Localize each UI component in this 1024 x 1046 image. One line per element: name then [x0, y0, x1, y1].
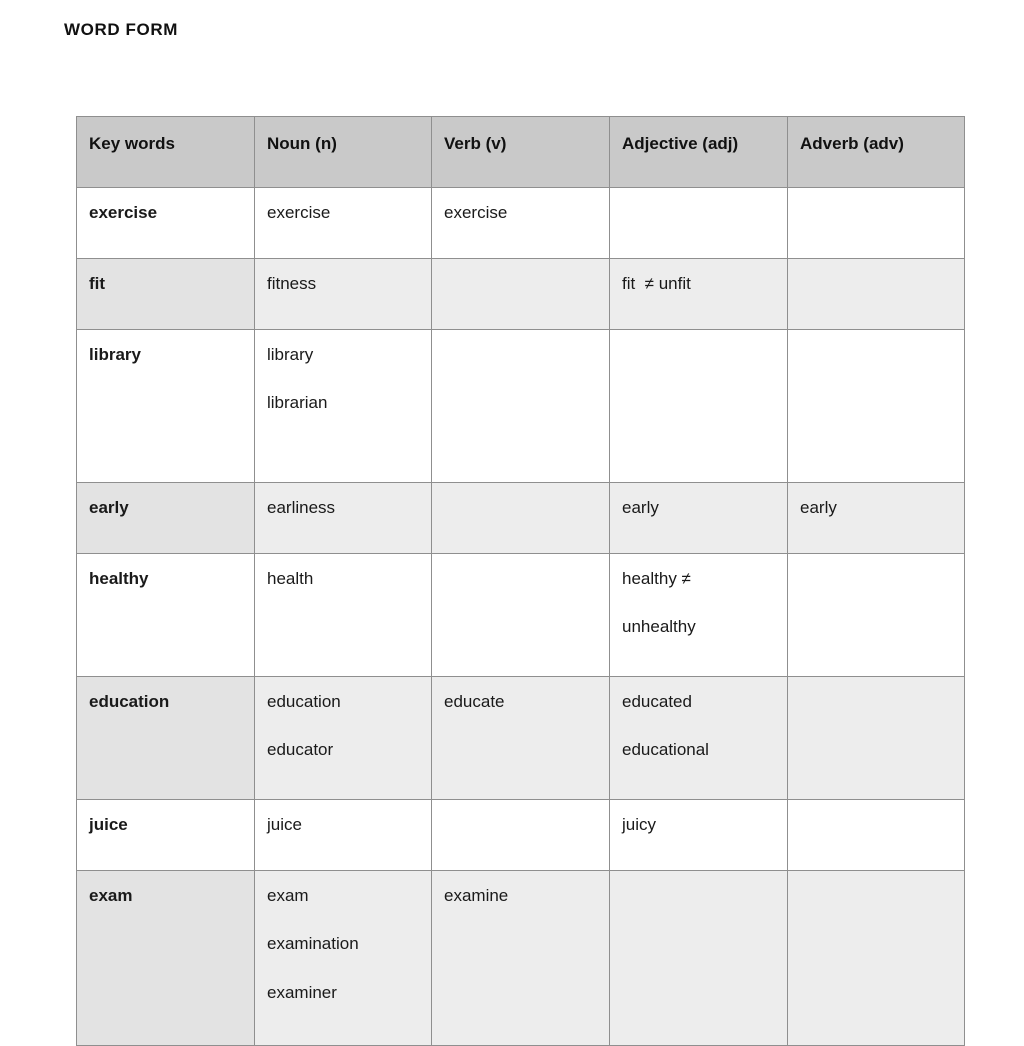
cell-text: educational	[622, 740, 709, 760]
cell-adjective	[610, 259, 788, 330]
cell-text: educator	[267, 740, 334, 760]
cell-noun	[255, 483, 432, 554]
cell-noun	[255, 188, 432, 259]
cell-keyword	[77, 330, 255, 483]
cell-noun	[255, 259, 432, 330]
table-row	[77, 677, 965, 800]
cell-noun	[255, 800, 432, 871]
cell-noun	[255, 330, 432, 483]
cell-text: education	[267, 692, 341, 711]
table-row	[77, 188, 965, 259]
cell-adverb	[788, 871, 965, 1046]
cell-adjective	[610, 554, 788, 677]
cell-keyword	[77, 259, 255, 330]
cell-keyword	[77, 800, 255, 871]
cell-verb	[432, 677, 610, 800]
cell-adjective	[610, 800, 788, 871]
cell-noun	[255, 677, 432, 800]
cell-adverb	[788, 554, 965, 677]
cell-keyword	[77, 871, 255, 1046]
cell-text: examination	[267, 934, 359, 954]
cell-verb	[432, 554, 610, 677]
cell-noun	[255, 554, 432, 677]
cell-text: unhealthy	[622, 617, 696, 637]
column-header-adverb: Adverb (adv)	[788, 117, 965, 188]
column-header-adjective: Adjective (adj)	[610, 117, 788, 188]
column-header-verb: Verb (v)	[432, 117, 610, 188]
cell-text: education	[89, 692, 170, 711]
cell-verb	[432, 871, 610, 1046]
cell-text: early	[622, 498, 659, 517]
cell-text: exercise	[89, 203, 158, 222]
table-header-row	[77, 117, 965, 188]
cell-verb	[432, 483, 610, 554]
column-header-noun: Noun (n)	[255, 117, 432, 188]
cell-text: fit ≠ unfit	[622, 274, 691, 293]
table-row	[77, 330, 965, 483]
cell-text: exam	[89, 886, 133, 905]
cell-verb	[432, 188, 610, 259]
cell-adjective	[610, 677, 788, 800]
cell-adjective	[610, 871, 788, 1046]
cell-adverb	[788, 259, 965, 330]
cell-text: librarian	[267, 393, 328, 413]
table-row	[77, 800, 965, 871]
cell-text: healthy ≠	[622, 569, 691, 588]
cell-text: educate	[444, 692, 505, 711]
cell-adverb	[788, 677, 965, 800]
table-row	[77, 259, 965, 330]
table-row	[77, 483, 965, 554]
cell-keyword	[77, 677, 255, 800]
cell-verb	[432, 330, 610, 483]
cell-adjective	[610, 188, 788, 259]
cell-text: exercise	[267, 203, 331, 222]
cell-adverb	[788, 188, 965, 259]
cell-text: exercise	[444, 203, 508, 222]
cell-text: healthy	[89, 569, 149, 588]
cell-text: library	[267, 345, 314, 364]
cell-text: early	[800, 498, 837, 517]
cell-adverb	[788, 800, 965, 871]
cell-adverb	[788, 330, 965, 483]
cell-text: examine	[444, 886, 509, 905]
cell-text: fitness	[267, 274, 317, 293]
cell-adjective	[610, 483, 788, 554]
cell-keyword	[77, 483, 255, 554]
cell-text: juice	[267, 815, 302, 834]
cell-text: fit	[89, 274, 106, 293]
table-row	[77, 871, 965, 1046]
cell-verb	[432, 800, 610, 871]
cell-keyword	[77, 554, 255, 677]
page-title: WORD FORM	[64, 20, 178, 39]
cell-text: health	[267, 569, 314, 588]
cell-text: library	[89, 345, 141, 364]
cell-text: exam	[267, 886, 309, 905]
cell-text: early	[89, 498, 129, 517]
cell-adjective	[610, 330, 788, 483]
cell-text: earliness	[267, 498, 336, 517]
cell-adverb	[788, 483, 965, 554]
cell-text: juice	[89, 815, 128, 834]
table-row	[77, 554, 965, 677]
word-form-table	[76, 116, 965, 1046]
cell-verb	[432, 259, 610, 330]
table-body	[77, 188, 965, 1046]
cell-noun	[255, 871, 432, 1046]
cell-text: juicy	[622, 815, 657, 834]
cell-text: examiner	[267, 982, 337, 1002]
cell-keyword	[77, 188, 255, 259]
column-header-key-words: Key words	[77, 117, 255, 188]
cell-text: educated	[622, 692, 692, 711]
